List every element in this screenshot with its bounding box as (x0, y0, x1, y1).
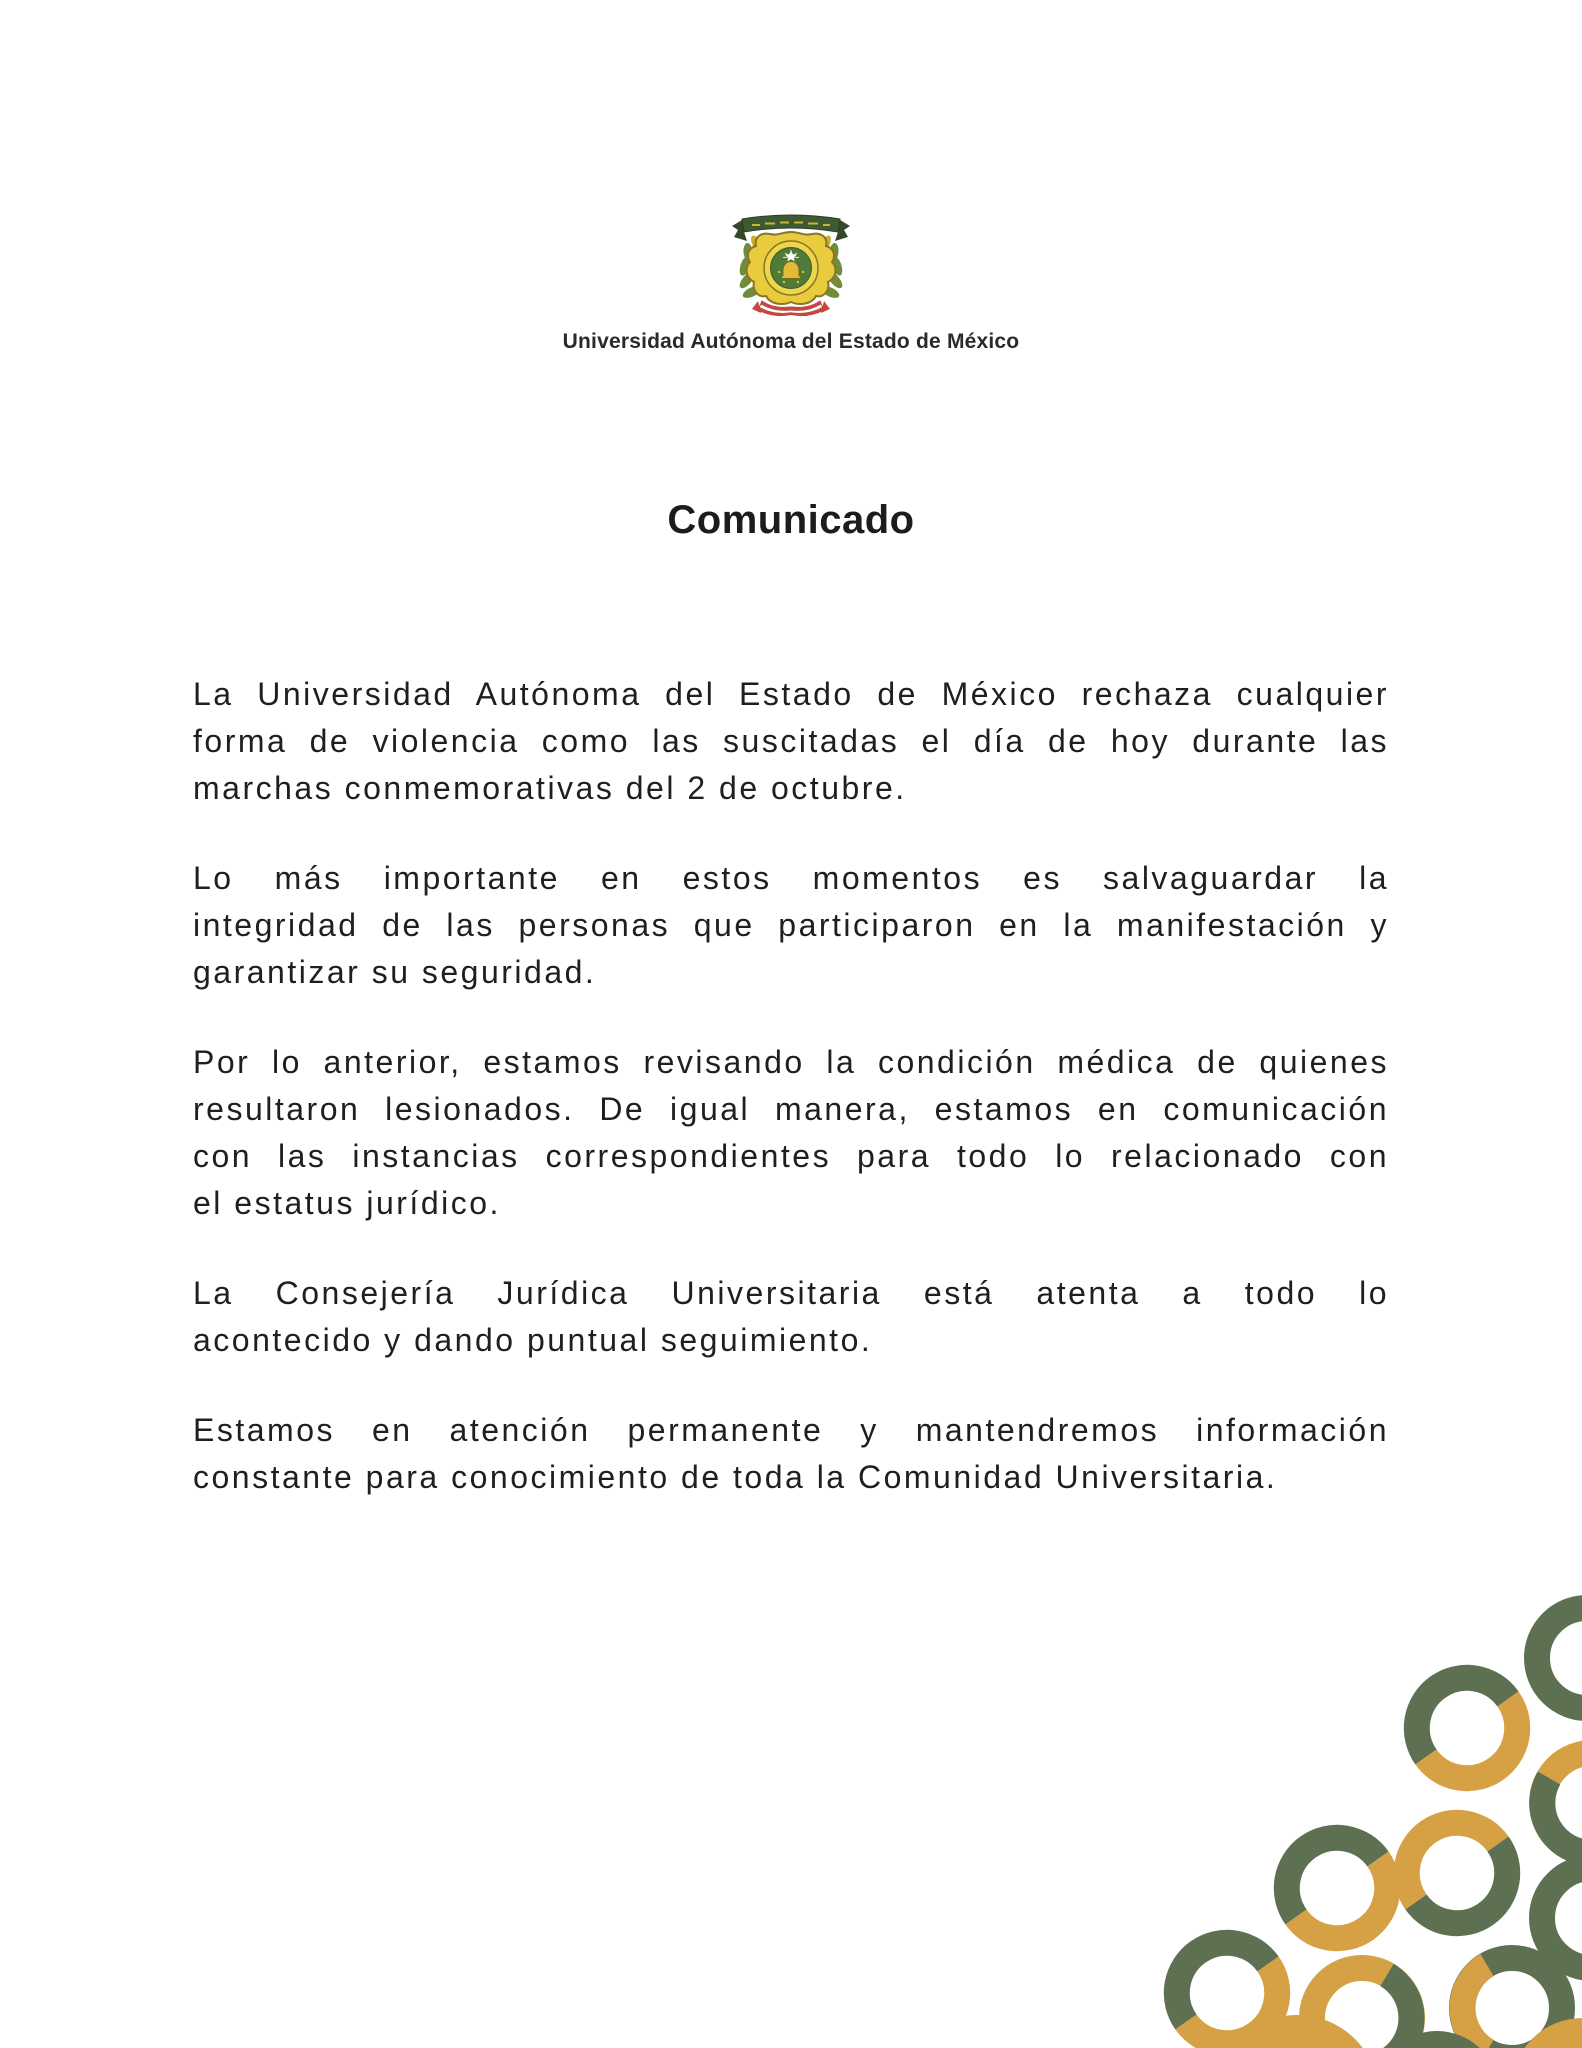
page-title: Comunicado (667, 498, 915, 542)
paragraph-2: Lo más importante en estos momentos es salvaguardar la integridad de las personas que participaron en la manifestación y garantizar su seguridad. (193, 860, 1389, 990)
uaemex-crest-logo (728, 210, 854, 318)
interlocking-rings-pattern-decoration (1132, 1588, 1582, 2048)
document-body (193, 671, 1389, 1544)
institution-name: Universidad Autónoma del Estado de México (562, 330, 1020, 353)
paragraph-5: Estamos en atención permanente y mantendremos información constante para conocimiento de toda la Comunidad Universitaria. (193, 1412, 1389, 1495)
header-logo (0, 210, 1582, 318)
paragraph-1: La Universidad Autónoma del Estado de México rechaza cualquier forma de violencia como las suscitadas el día de hoy durante las marchas conmemorativas del 2 de octubre. (193, 676, 1389, 806)
paragraph-4: La Consejería Jurídica Universitaria está atenta a todo lo acontecido y dando puntual seguimiento. (193, 1275, 1389, 1358)
paragraph-3: Por lo anterior, estamos revisando la condición médica de quienes resultaron lesionados. De igual manera, estamos en comunicación con las instancias correspondientes para todo lo relacionado con el estatus jurídico. (193, 1044, 1389, 1221)
